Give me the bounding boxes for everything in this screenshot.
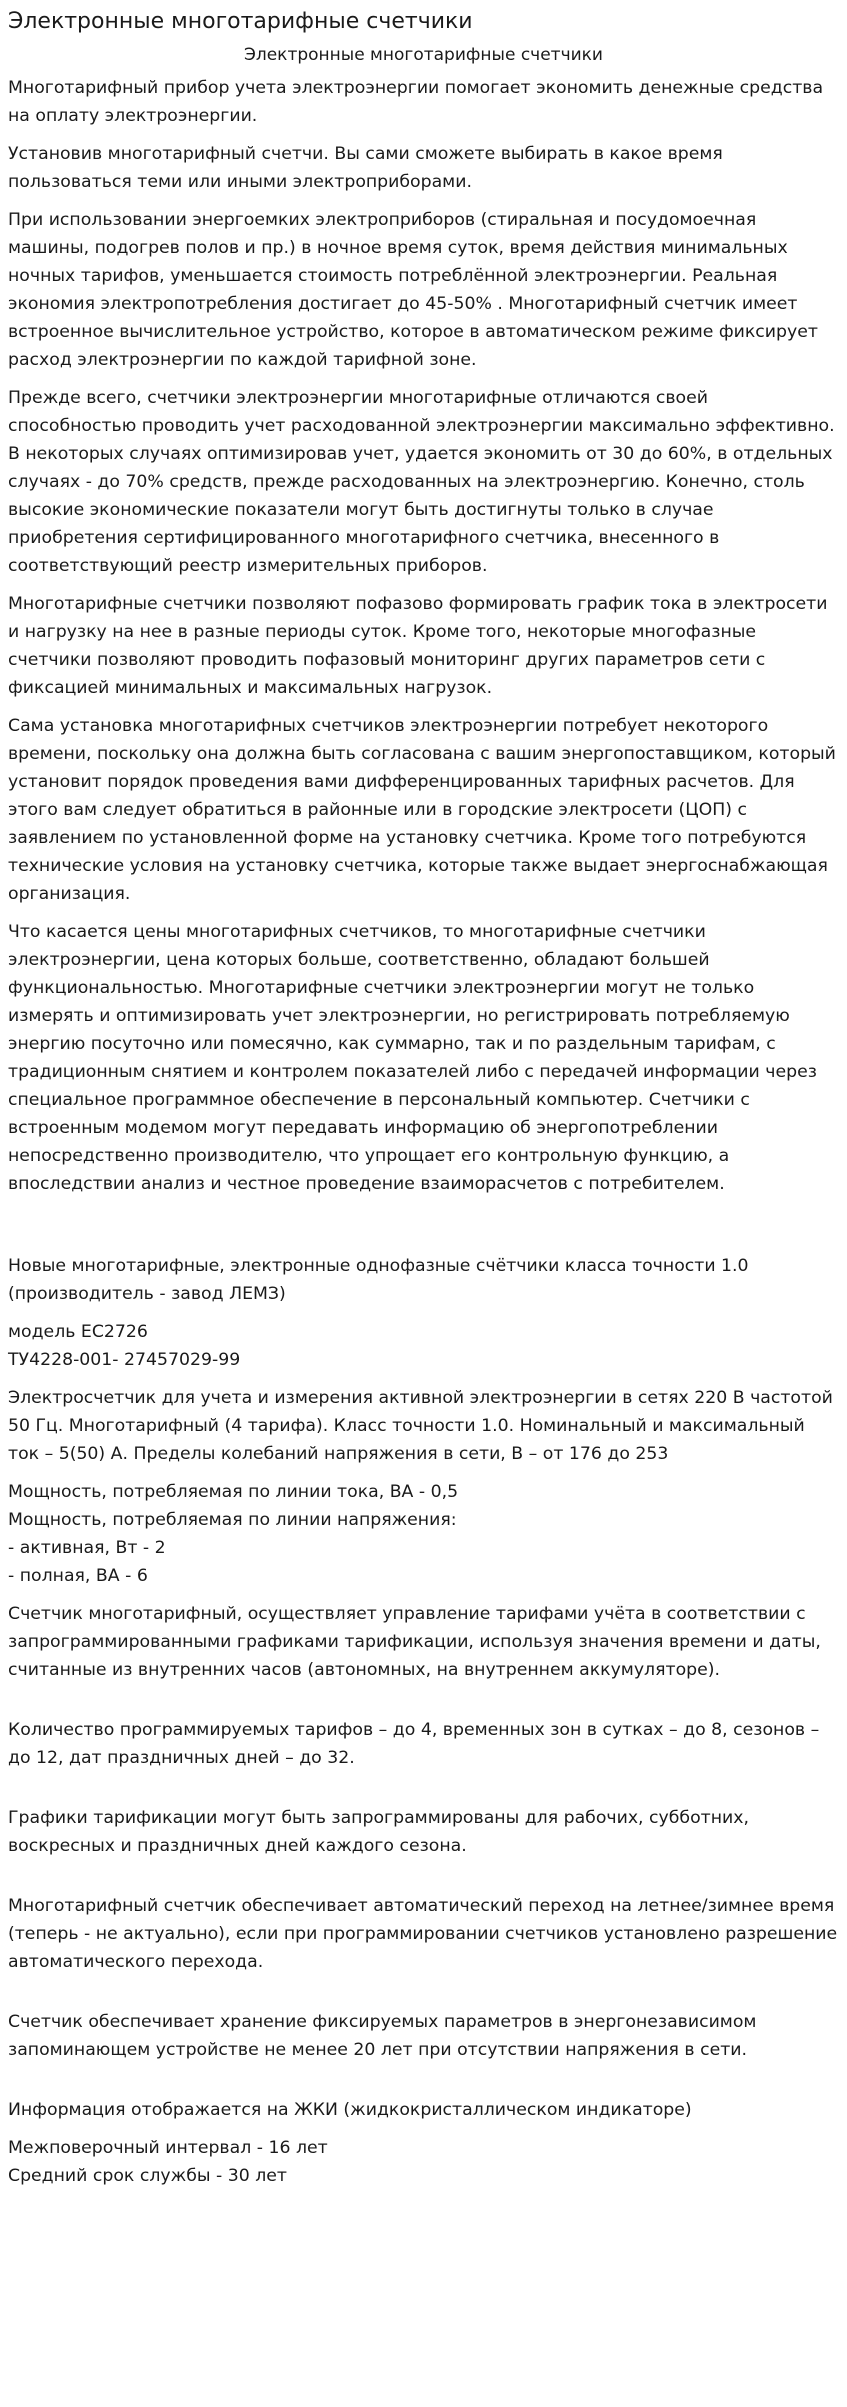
product-heading: Новые многотарифные, электронные однофазные счётчики класса точности 1.0 (производитель - завод ЛЕМЗ) [8, 1256, 749, 1304]
intro-paragraph: Что касается цены многотарифных счетчиков, то многотарифные счетчики электроэнергии, цена которых больше, соответственно, обладают большей функциональностью. Многотарифные счетчики электроэнергии могут не только измерять и оптимизировать учет электроэнергии, но регистрировать потребляемую энергию посуточно или помесячно, как суммарно, так и по раздельным тарифам, с традиционным снятием и контролем показателей либо с передачей информации через специальное программное обеспечение в персональный компьютер. Счетчики с встроенным модемом могут передавать информацию об энергопотреблении непосредственно производителю, что упрощает его контрольную функцию, а впоследствии анализ и честное проведение взаиморасчетов с потребителем. [8, 922, 817, 1194]
dst-switch: Многотарифный счетчик обеспечивает автоматический переход на летнее/зимнее время (теперь - не актуально), если при программировании счетчиков установлено разрешение автоматического перехода. [8, 1896, 838, 1972]
power-spec-block [8, 1478, 839, 1590]
intro-paragraph: Многотарифный прибор учета электроэнергии помогает экономить денежные средства на оплату электроэнергии. [8, 78, 824, 126]
service-block [8, 2134, 839, 2190]
intro-paragraph: Сама установка многотарифных счетчиков электроэнергии потребует некоторого времени, поскольку она должна быть согласована с вашим энергопоставщиком, который установит порядок проведения вами дифференцированных тарифных расчетов. Для этого вам следует обратиться в районные или в городские электросети (ЦОП) с заявлением по установленной форме на установку счетчика. Кроме того потребуются технические условия на установку счетчика, которые также выдает энергоснабжающая организация. [8, 716, 836, 904]
product-model: модель ЕС2726 [8, 1322, 148, 1342]
intro-paragraph: При использовании энергоемких электроприборов (стиральная и посудомоечная машины, подогрев полов и пр.) в ночное время суток, время действия минимальных ночных тарифов, уменьшается стоимость потреблённой электроэнергии. Реальная экономия электропотребления достигает до 45-50% . Многотарифный счетчик имеет встроенное вычислительное устройство, которое в автоматическом режиме фиксирует расход электроэнергии по каждой тарифной зоне. [8, 210, 818, 370]
page-title: Электронные многотарифные счетчики [8, 9, 473, 34]
section-spacer [8, 1208, 839, 1252]
tariff-schedules: Графики тарификации могут быть запрограммированы для рабочих, субботних, воскресных и праздничных дней каждого сезона. [8, 1808, 749, 1856]
product-ids [8, 1318, 839, 1374]
data-storage: Счетчик обеспечивает хранение фиксируемых параметров в энергонезависимом запоминающем устройстве не менее 20 лет при отсутствии напряжения в сети. [8, 2012, 757, 2060]
product-description: Электросчетчик для учета и измерения активной электроэнергии в сетях 220 В частотой 50 Гц. Многотарифный (4 тарифа). Класс точности 1.0. Номинальный и максимальный ток – 5(50) А. Пределы колебаний напряжения в сети, В – от 176 до 253 [8, 1388, 833, 1464]
intro-paragraph: Прежде всего, счетчики электроэнергии многотарифные отличаются своей способностью проводить учет расходованной электроэнергии максимально эффективно. В некоторых случаях оптимизировав учет, удается экономить от 30 до 60%, в отдельных случаях - до 70% средств, прежде расходованных на электроэнергию. Конечно, столь высокие экономические показатели могут быть достигнуты только в случае приобретения сертифицированного многотарифного счетчика, внесенного в соответствующий реестр измерительных приборов. [8, 388, 835, 576]
article-subtitle: Электронные многотарифные счетчики [243, 45, 603, 65]
service-life: Средний срок службы - 30 лет [8, 2166, 287, 2186]
power-current: Мощность, потребляемая по линии тока, ВА - 0,5 [8, 1482, 459, 1502]
intro-paragraph: Многотарифные счетчики позволяют пофазово формировать график тока в электросети и нагрузку на нее в разные периоды суток. Кроме того, некоторые многофазные счетчики позволяют проводить пофазовый мониторинг других параметров сети с фиксацией минимальных и максимальных нагрузок. [8, 594, 828, 698]
power-voltage: Мощность, потребляемая по линии напряжения: [8, 1510, 457, 1530]
display-info: Информация отображается на ЖКИ (жидкокристаллическом индикаторе) [8, 2100, 692, 2120]
tariff-control: Счетчик многотарифный, осуществляет управление тарифами учёта в соответствии с запрограммированными графиками тарификации, используя значения времени и даты, считанные из внутренних часов (автономных, на внутреннем аккумуляторе). [8, 1604, 821, 1680]
tariff-counts: Количество программируемых тарифов – до 4, временных зон в сутках – до 8, сезонов – до 12, дат праздничных дней – до 32. [8, 1720, 820, 1768]
power-full: - полная, ВА - 6 [8, 1566, 148, 1586]
calibration-interval: Межповерочный интервал - 16 лет [8, 2138, 328, 2158]
intro-paragraph: Установив многотарифный счетчи. Вы сами сможете выбирать в какое время пользоваться теми или иными электроприборами. [8, 144, 723, 192]
power-active: - активная, Вт - 2 [8, 1538, 166, 1558]
product-tu: ТУ4228-001- 27457029-99 [8, 1350, 241, 1370]
